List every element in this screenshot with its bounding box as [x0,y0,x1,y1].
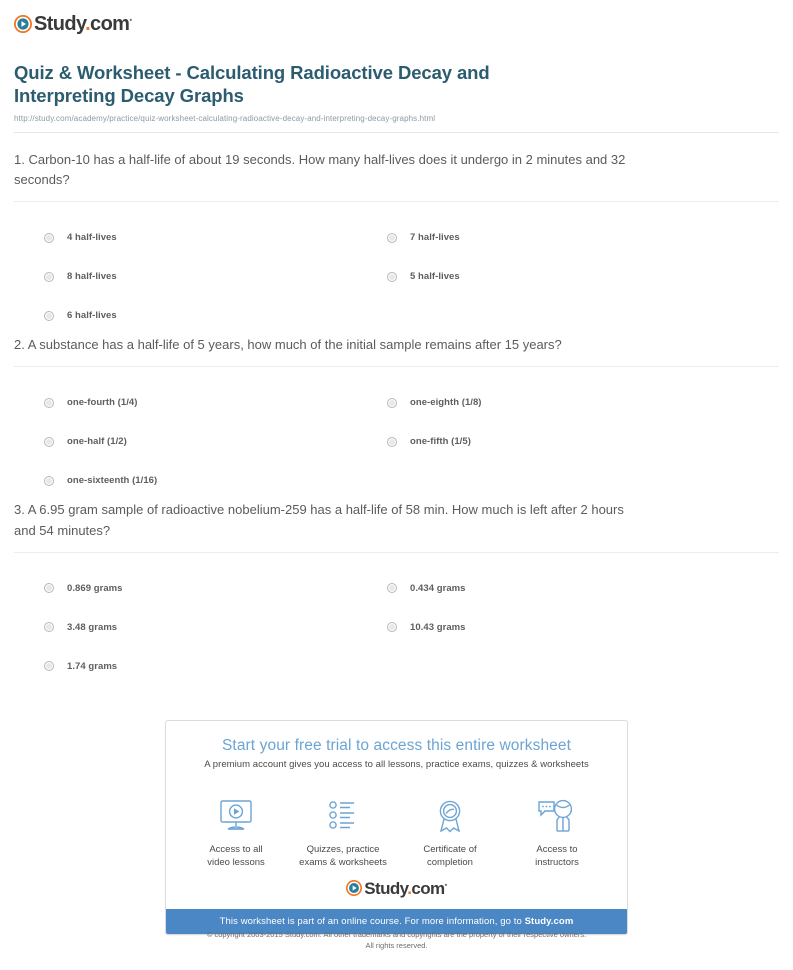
radio-button-icon[interactable] [44,233,54,243]
answer-option[interactable] [44,569,122,608]
answer-column-left [44,569,122,686]
radio-button-icon[interactable] [387,398,397,408]
answer-option[interactable] [44,422,157,461]
monitor-play-icon [184,796,288,836]
logo-word-com: com [411,878,445,898]
question-block [14,318,779,487]
radio-button-icon[interactable] [44,437,54,447]
radio-button-icon[interactable] [44,272,54,282]
feature-label-line1: Certificate of [423,844,477,855]
answer-label: 10.43 grams [410,621,466,633]
answer-column-right [387,218,460,296]
logo-word-dot: . [85,13,91,35]
feature-item [184,796,288,870]
study-logo[interactable] [14,14,132,34]
feature-item [505,796,609,870]
upsell-card-wrapper [165,720,628,935]
answer-option[interactable] [387,257,460,296]
answer-label: one-fifth (1/5) [410,436,471,448]
course-info-text: This worksheet is part of an online course. For more information, go to [219,915,525,927]
radio-button-icon[interactable] [44,476,54,486]
answer-options [14,367,779,487]
feature-list [166,780,627,874]
feature-label-line2: completion [427,857,473,869]
answer-label: one-sixteenth (1/16) [67,475,158,487]
radio-button-icon[interactable] [44,583,54,593]
feature-label-line2: video lessons [207,857,265,869]
feature-label [184,843,288,870]
question-text: 2. A substance has a half-life of 5 years, how much of the initial sample remains after 15 years? [14,337,562,353]
title-section [0,39,793,133]
answer-option[interactable] [44,383,157,422]
radio-button-icon[interactable] [387,622,397,632]
answer-option[interactable] [44,608,122,647]
answer-options [14,553,779,672]
radio-button-icon[interactable] [44,661,54,671]
answer-option[interactable] [387,218,460,257]
upsell-body [166,721,627,780]
award-ribbon-icon [398,796,502,836]
course-info-link[interactable]: Study.com [524,915,574,927]
feature-item [291,796,395,870]
trademark-symbol: • [129,15,132,25]
upsell-subtext: A premium account gives you access to all lessons, practice exams, quizzes & worksheets [204,759,589,770]
trademark-symbol: • [444,880,447,890]
answer-option[interactable] [44,296,117,335]
answer-option[interactable] [44,647,122,686]
feature-label-line2: instructors [535,857,579,869]
logo-word-com: com [90,13,130,35]
answer-label: 5 half-lives [410,271,460,283]
answer-column-left [44,218,117,335]
radio-button-icon[interactable] [44,622,54,632]
play-circle-icon [14,15,32,33]
feature-label-line2: exams & worksheets [299,857,387,869]
answer-option[interactable] [387,608,465,647]
answer-option[interactable] [44,218,117,257]
play-circle-icon [346,880,362,896]
feature-label-line1: Access to [536,844,578,855]
logo-word-study: Study [364,878,408,898]
answer-option[interactable] [44,257,117,296]
question-block [14,133,779,322]
answer-option[interactable] [387,383,482,422]
logo-wordmark [364,880,446,897]
answer-option[interactable] [387,422,482,461]
answer-column-right [387,569,465,647]
feature-label-line1: Access to all [209,844,263,855]
logo-word-study: Study [34,13,86,35]
answer-label: 0.434 grams [410,582,466,594]
upsell-logo[interactable] [166,874,627,909]
site-header [0,0,793,39]
source-url: http://study.com/academy/practice/quiz-worksheet-calculating-radioactive-decay-and-interpreting-decay-graphs.html [14,113,436,123]
answer-column-left [44,383,157,500]
radio-button-icon[interactable] [44,311,54,321]
radio-button-icon[interactable] [44,398,54,408]
question-text: 1. Carbon-10 has a half-life of about 19 seconds. How many half-lives does it undergo in 2 minutes and 32 seconds? [14,151,626,188]
upsell-card [165,720,628,935]
feature-label-line1: Quizzes, practice [306,844,380,855]
upsell-headline: Start your free trial to access this entire worksheet [221,737,572,754]
instructor-chat-icon [505,796,609,836]
radio-button-icon[interactable] [387,583,397,593]
answer-label: 6 half-lives [67,310,117,322]
answer-options [14,202,779,322]
page-title: Quiz & Worksheet - Calculating Radioactive Decay and Interpreting Decay Graphs [14,62,490,107]
radio-button-icon[interactable] [387,233,397,243]
answer-label: 8 half-lives [67,271,117,283]
feature-label [505,843,609,870]
answer-label: 0.869 grams [67,582,123,594]
answer-option[interactable] [44,461,157,500]
logo-wordmark [34,14,132,34]
answer-label: 3.48 grams [67,621,118,633]
feature-label [398,843,502,870]
question-block [14,483,779,672]
copyright-line-1: © copyright 2003-2015 Study.com. All other trademarks and copyrights are the property of their respective owners. [206,930,587,939]
answer-label: one-eighth (1/8) [410,397,482,409]
feature-label [291,843,395,870]
answer-label: 1.74 grams [67,660,118,672]
radio-button-icon[interactable] [387,437,397,447]
radio-button-icon[interactable] [387,272,397,282]
answer-label: one-fourth (1/4) [67,397,138,409]
checklist-icon [291,796,395,836]
answer-option[interactable] [387,569,465,608]
questions-list [0,133,793,672]
question-text: 3. A 6.95 gram sample of radioactive nobelium-259 has a half-life of 58 min. How much is left after 2 hours and 54 minutes? [14,502,624,538]
answer-label: 7 half-lives [410,232,460,244]
logo-word-dot: . [407,878,412,898]
answer-label: 4 half-lives [67,232,117,244]
answer-column-right [387,383,482,461]
answer-label: one-half (1/2) [67,436,127,448]
copyright-line-2: All rights reserved. [365,940,428,950]
feature-item [398,796,502,870]
copyright-footer [0,930,793,952]
